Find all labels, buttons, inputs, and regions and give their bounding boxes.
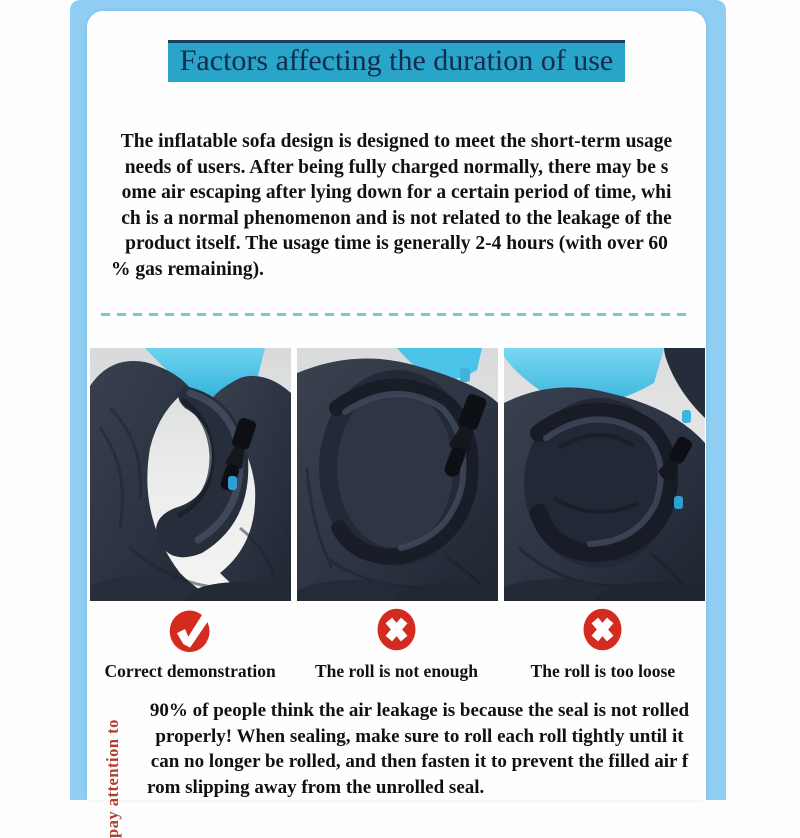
content-card: [87, 11, 706, 838]
intro-paragraph: [87, 129, 706, 282]
side-label-pay-attention: pay attention to: [103, 719, 122, 838]
intro-line: ome air escaping after lying down for a certain period of time, whi: [121, 182, 672, 203]
note-line: rom slipping away from the unrolled seal.: [147, 776, 485, 798]
page-title: Factors affecting the duration of use: [168, 40, 625, 82]
intro-line: The inflatable sofa design is designed to meet the short-term usage: [120, 131, 673, 152]
verdict-label: The roll is not enough: [314, 661, 479, 681]
correct-roll-photo: [90, 348, 291, 601]
verdict-label: Correct demonstration: [104, 661, 276, 681]
cross-icon: [579, 606, 626, 654]
verdict-correct: [87, 604, 293, 682]
check-icon: [167, 606, 214, 654]
note-line: properly! When sealing, make sure to roll each roll tightly until it: [155, 725, 684, 747]
attention-note: [87, 698, 706, 838]
verdict-too-loose: [500, 604, 706, 682]
photo-row: [87, 348, 706, 601]
intro-line: product itself. The usage time is generally 2-4 hours (with over 60: [125, 233, 668, 254]
verdict-row: [87, 604, 706, 682]
intro-line: % gas remaining).: [111, 258, 264, 280]
cross-icon: [373, 606, 420, 654]
loose-roll-photo: [504, 348, 705, 601]
title-banner-row: [87, 40, 706, 82]
verdict-label: The roll is too loose: [530, 661, 676, 681]
dashed-divider: [101, 313, 692, 316]
verdict-not-enough: [293, 604, 499, 682]
note-line: 90% of people think the air leakage is because the seal is not rolled: [149, 700, 690, 721]
note-line: can no longer be rolled, and then fasten it to prevent the filled air f: [150, 751, 689, 772]
note-paragraph: [145, 698, 694, 800]
intro-line: needs of users. After being fully charged normally, there may be s: [124, 156, 669, 178]
intro-line: ch is a normal phenomenon and is not related to the leakage of the: [121, 207, 672, 229]
insufficient-roll-photo: [297, 348, 498, 601]
